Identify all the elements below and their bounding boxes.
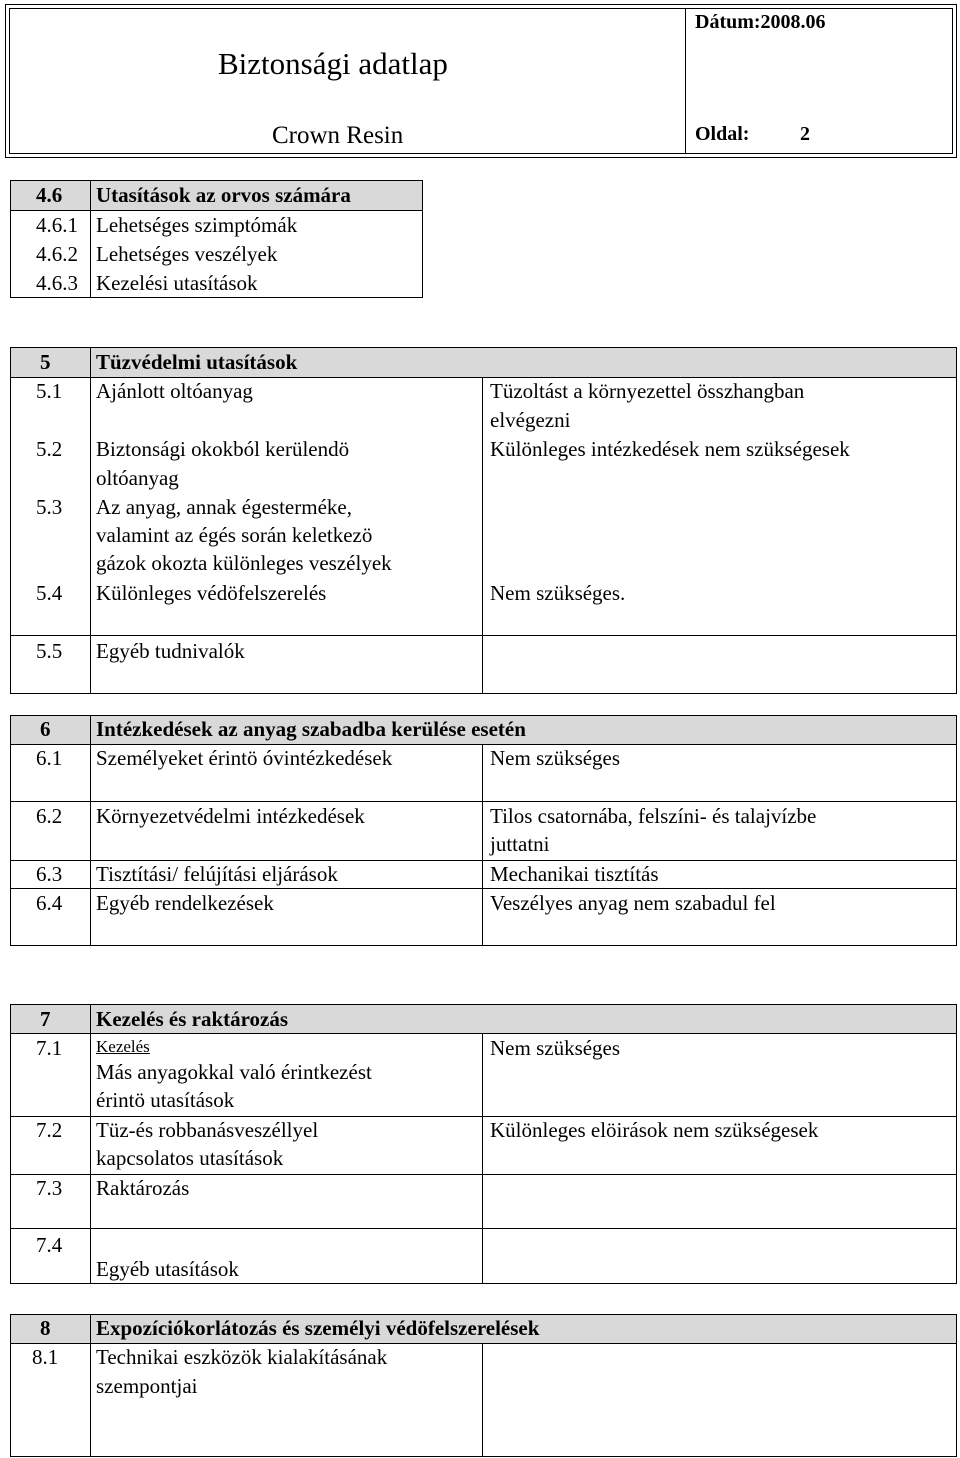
- row-label-cont: érintö utasítások: [96, 1088, 235, 1112]
- row-number: 6.2: [36, 804, 63, 828]
- section-number: 7: [40, 1007, 51, 1031]
- document-title: Biztonsági adatlap: [218, 46, 448, 81]
- row-number: 8.1: [32, 1345, 59, 1369]
- row-value: Mechanikai tisztítás: [490, 862, 659, 886]
- row-label: Környezetvédelmi intézkedések: [96, 804, 365, 828]
- row-label: Tüz-és robbanásveszéllyel: [96, 1118, 319, 1142]
- row-label: Biztonsági okokból kerülendö: [96, 437, 350, 461]
- row-label: Raktározás: [96, 1176, 190, 1200]
- row-label: Ajánlott oltóanyag: [96, 379, 253, 403]
- row-value-cont: juttatni: [490, 832, 550, 856]
- section-number: 4.6: [36, 183, 63, 207]
- row-label-cont: valamint az égés során keletkezö: [96, 523, 373, 547]
- row-value-cont: elvégezni: [490, 408, 571, 432]
- row-number: 7.2: [36, 1118, 63, 1142]
- section-title: Tüzvédelmi utasítások: [96, 350, 298, 374]
- page-label: Oldal:: [695, 123, 750, 145]
- row-number: 5.3: [36, 495, 63, 519]
- section-title: Intézkedések az anyag szabadba kerülése esetén: [96, 717, 526, 741]
- row-number: 6.3: [36, 862, 63, 886]
- row-label: Technikai eszközök kialakításának: [96, 1345, 388, 1369]
- section-title: Kezelés és raktározás: [96, 1007, 289, 1031]
- row-number: 5.4: [36, 581, 63, 605]
- row-number: 5.5: [36, 639, 63, 663]
- row-label: Az anyag, annak égesterméke,: [96, 495, 352, 519]
- section-number: 8: [40, 1316, 51, 1340]
- row-label-cont: kapcsolatos utasítások: [96, 1146, 284, 1170]
- row-label: Kezelési utasítások: [96, 271, 258, 295]
- row-label: Lehetséges szimptómák: [96, 213, 298, 237]
- row-number: 4.6.1: [36, 213, 78, 237]
- row-value: Nem szükséges: [490, 1036, 621, 1060]
- row-value: Különleges elöirások nem szükségesek: [490, 1118, 819, 1142]
- row-number: 7.4: [36, 1233, 63, 1257]
- section-number: 5: [40, 350, 51, 374]
- row-number: 7.1: [36, 1036, 63, 1060]
- row-label-cont: gázok okozta különleges veszélyek: [96, 551, 392, 575]
- row-sublabel: Kezelés: [96, 1037, 150, 1056]
- row-number: 4.6.3: [36, 271, 78, 295]
- row-label: Más anyagokkal való érintkezést: [96, 1060, 372, 1084]
- row-label: Egyéb rendelkezések: [96, 891, 274, 915]
- row-label: Személyeket érintö óvintézkedések: [96, 746, 393, 770]
- row-number: 7.3: [36, 1176, 63, 1200]
- product-name: Crown Resin: [272, 122, 404, 149]
- row-label: Egyéb utasítások: [96, 1257, 239, 1281]
- row-number: 6.4: [36, 891, 63, 915]
- row-value: Különleges intézkedések nem szükségesek: [490, 437, 850, 461]
- row-value: Veszélyes anyag nem szabadul fel: [490, 891, 776, 915]
- page-number: 2: [800, 123, 810, 145]
- section-title: Expozíciókorlátozás és személyi védöfelszerelések: [96, 1316, 540, 1340]
- row-label-cont: oltóanyag: [96, 466, 179, 490]
- row-label-cont: szempontjai: [96, 1374, 198, 1398]
- header-divider: [685, 8, 686, 154]
- row-label: Tisztítási/ felújítási eljárások: [96, 862, 338, 886]
- row-number: 5.1: [36, 379, 63, 403]
- row-value: Tilos csatornába, felszíni- és talajvízbe: [490, 804, 817, 828]
- row-value: Nem szükséges: [490, 746, 621, 770]
- row-number: 6.1: [36, 746, 63, 770]
- row-label: Egyéb tudnivalók: [96, 639, 245, 663]
- row-label: Lehetséges veszélyek: [96, 242, 278, 266]
- row-label: Különleges védöfelszerelés: [96, 581, 327, 605]
- row-value: Nem szükséges.: [490, 581, 626, 605]
- row-value: Tüzoltást a környezettel összhangban: [490, 379, 805, 403]
- section-title: Utasítások az orvos számára: [96, 183, 351, 207]
- row-number: 4.6.2: [36, 242, 78, 266]
- section-number: 6: [40, 717, 51, 741]
- row-number: 5.2: [36, 437, 63, 461]
- date-label: Dátum:2008.06: [695, 11, 826, 33]
